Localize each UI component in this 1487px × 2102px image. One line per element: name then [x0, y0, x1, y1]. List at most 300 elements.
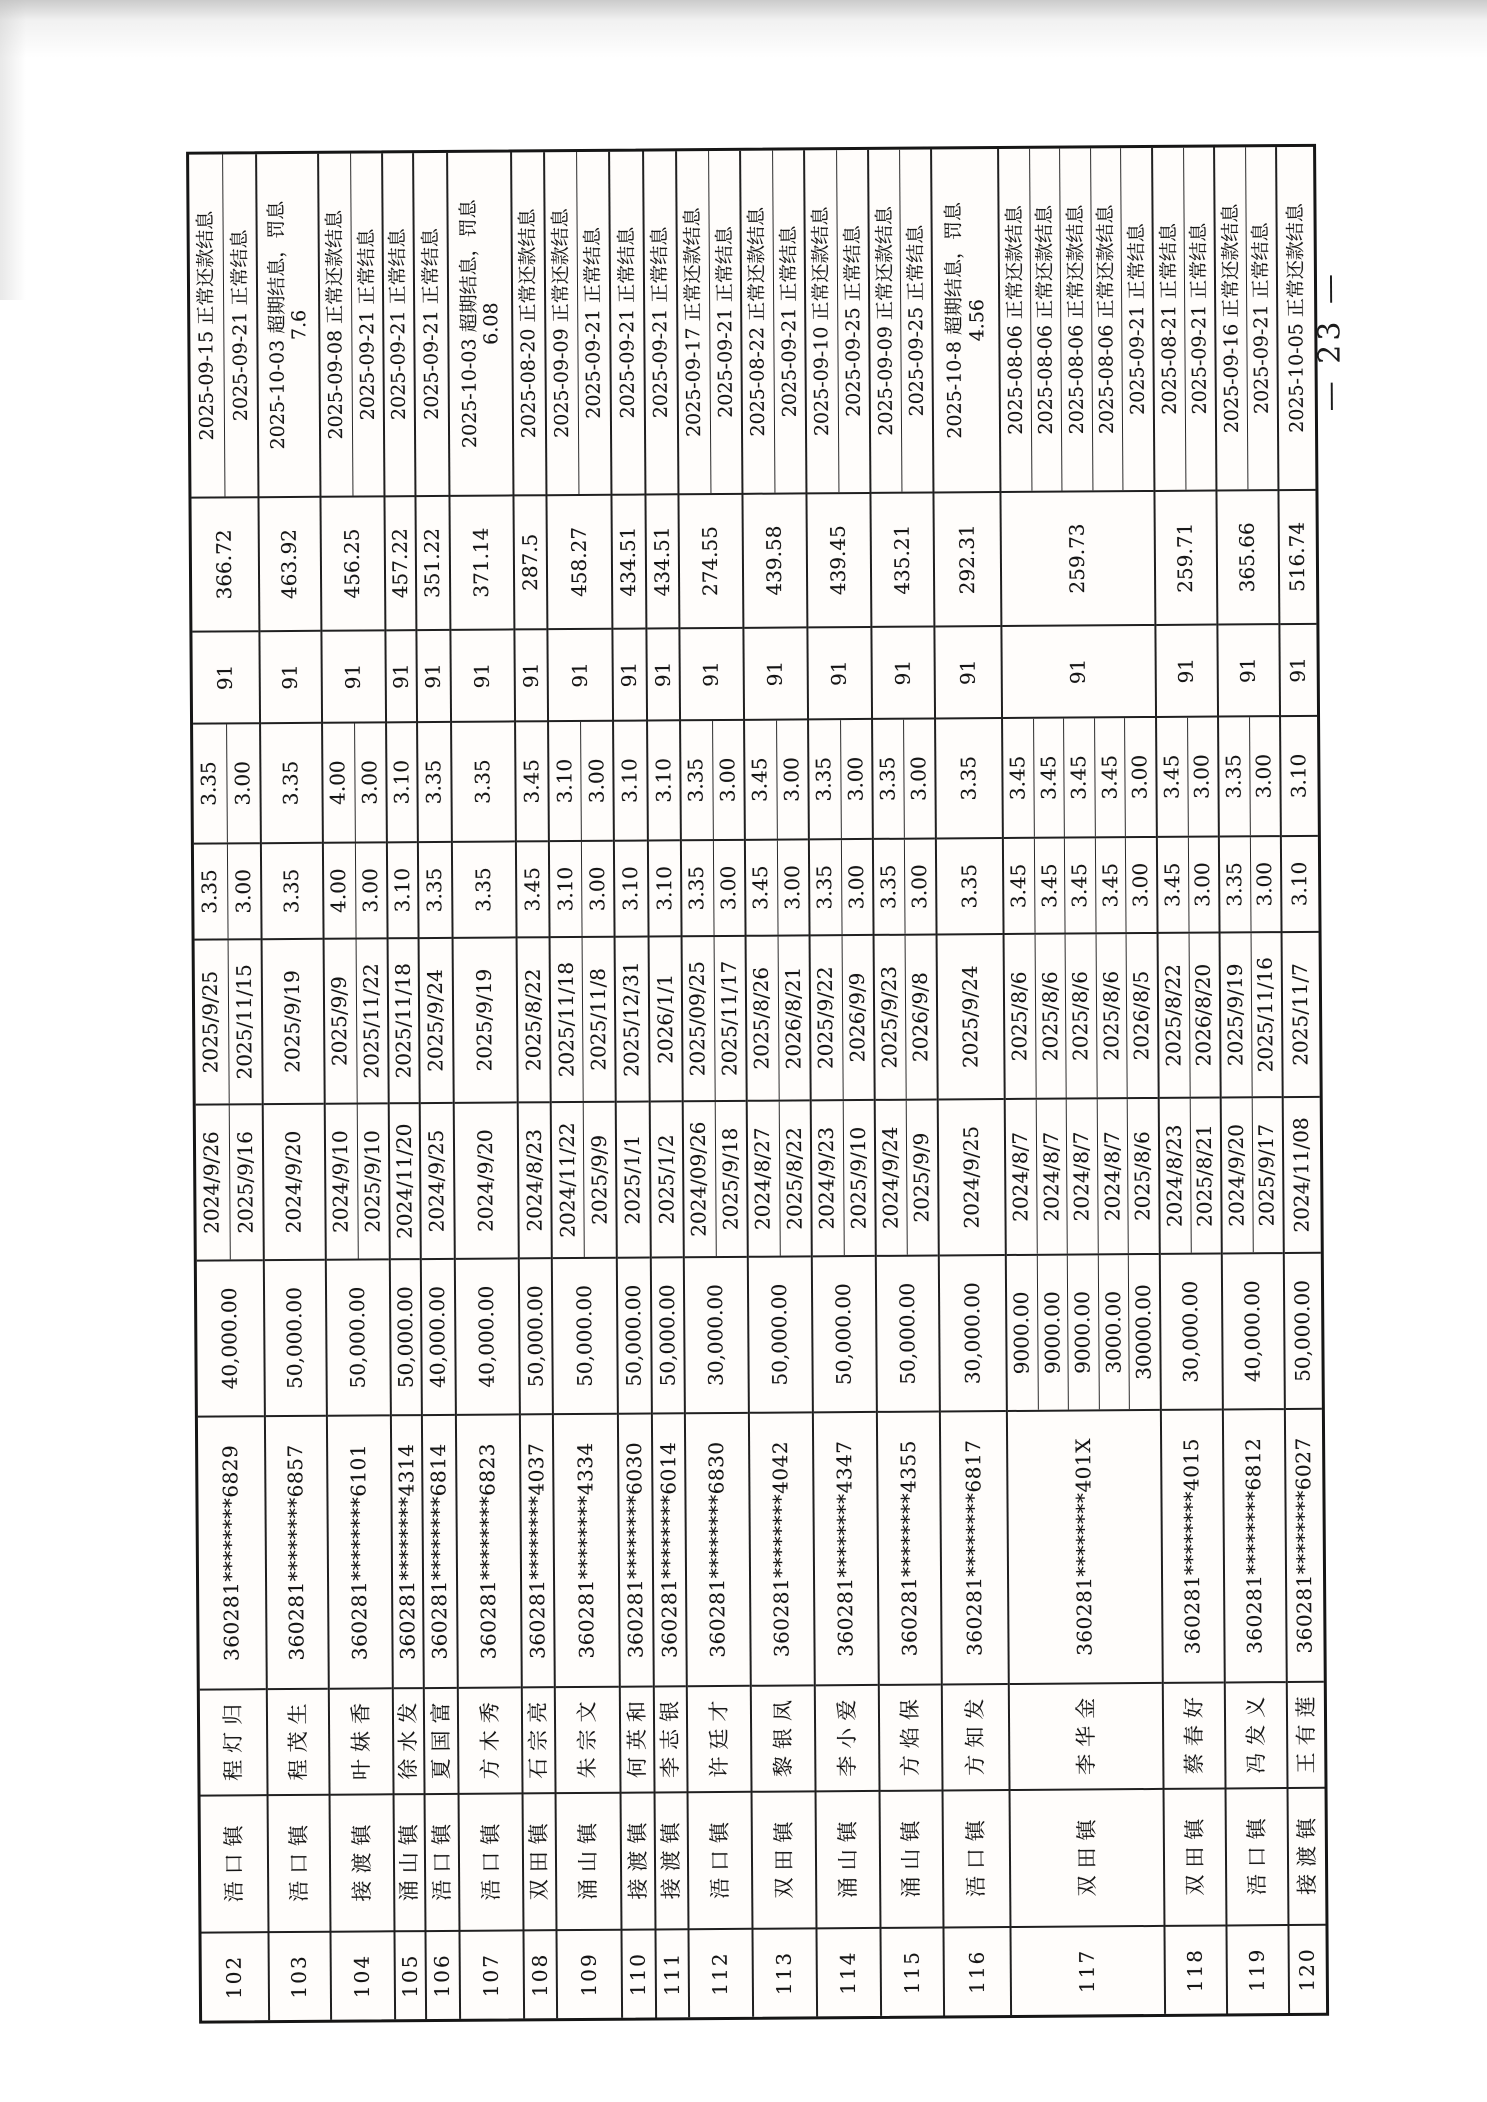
subcell-rate1 [937, 839, 1003, 933]
status-text: 2025-09-21 正常结息 [228, 229, 252, 422]
subcell-amount [1161, 1255, 1222, 1409]
subcell-end [616, 938, 649, 1101]
status-text: 2025-10-03 超期结息，罚息 [265, 200, 289, 450]
cell-serial [524, 1929, 556, 2018]
subcell-status [350, 153, 384, 495]
subcell-interest [1217, 491, 1278, 623]
subcell-days [548, 630, 612, 720]
id-text: 360281********4037 [523, 1442, 550, 1659]
subcell-end [195, 940, 229, 1103]
subcell-town [656, 1793, 688, 1928]
cell-status [644, 151, 677, 493]
cell-days [613, 628, 646, 720]
subcell-name [943, 1685, 1009, 1789]
cell-id [266, 1415, 328, 1688]
cell-days [935, 625, 1001, 717]
cell-serial [1289, 1924, 1326, 2013]
interest-text: 435.21 [889, 524, 914, 595]
subcell-status [999, 149, 1031, 491]
rate1-text: 3.00 [1128, 862, 1153, 908]
cell-town [1011, 1788, 1164, 1926]
rate2-text: 3.35 [875, 756, 900, 802]
amount-text: 30,000.00 [1178, 1280, 1203, 1383]
cell-amount [685, 1256, 748, 1412]
subcell-town [817, 1792, 880, 1927]
status-text: 2025-09-25 正常结息 [841, 225, 865, 417]
rate2-text: 3.35 [421, 759, 446, 805]
rate1-text: 3.45 [748, 865, 773, 911]
cell-serial [1011, 1925, 1164, 2015]
cell-rate2 [809, 718, 872, 838]
name-text: 王有莲 [1293, 1689, 1319, 1774]
cell-start [264, 1103, 325, 1259]
cell-rate2 [681, 719, 744, 839]
cell-start [1160, 1097, 1221, 1253]
subcell-start [939, 1100, 1005, 1254]
subcell-status [257, 154, 319, 496]
cell-amount [877, 1254, 939, 1410]
rate2-text: 3.00 [584, 758, 609, 804]
cell-interest [1217, 489, 1278, 623]
subcell-amount [1285, 1254, 1322, 1408]
cell-id [686, 1412, 750, 1685]
subcell-start [390, 1104, 420, 1258]
rate1-text: 3.00 [231, 868, 256, 914]
cell-rate1 [810, 838, 873, 934]
subcell-id [198, 1417, 266, 1688]
cell-id [1224, 1408, 1286, 1681]
rate2-text: 3.35 [470, 759, 495, 804]
cell-end [551, 936, 615, 1101]
cell-amount [1161, 1253, 1222, 1409]
subcell-interest [1279, 491, 1316, 623]
subcell-status [383, 153, 414, 495]
town-text: 接渡镇 [1294, 1810, 1319, 1896]
subcell-rate1 [226, 844, 260, 938]
subcell-rate2 [936, 719, 1002, 837]
subcell-rate1 [615, 842, 648, 936]
days-text: 91 [616, 661, 642, 688]
town-text: 涌山镇 [835, 1814, 860, 1899]
name-text: 许廷才 [706, 1693, 732, 1778]
subcell-rate2 [809, 720, 840, 838]
cell-status [512, 152, 545, 494]
subcell-name [1288, 1683, 1325, 1787]
subcell-end [227, 940, 262, 1103]
rate2-text: 3.35 [1221, 754, 1246, 799]
start-text: 2024/8/23 [521, 1128, 547, 1232]
status-text: 2025-08-21 正常结息 [1157, 222, 1181, 415]
end-text: 2025/11/7 [1287, 963, 1313, 1066]
cell-days [808, 626, 871, 718]
cell-town [817, 1790, 880, 1927]
cell-name [621, 1685, 654, 1791]
interest-text: 292.31 [954, 524, 979, 595]
subcell-rate2 [580, 722, 613, 840]
rate2-text: 3.00 [357, 760, 382, 805]
rate2-text: 3.35 [196, 761, 222, 806]
status-text: 2025-08-22 正常还款结息 [745, 206, 770, 437]
name-text: 李华金 [1073, 1690, 1099, 1776]
serial-text: 116 [964, 1949, 989, 1994]
subcell-rate1 [874, 840, 905, 934]
subcell-rate2 [745, 721, 776, 839]
table-row-102 [189, 154, 270, 2020]
cell-amount [265, 1259, 326, 1415]
rate2-text: 3.45 [1066, 755, 1091, 800]
cell-name [688, 1685, 751, 1791]
subcell-amount [422, 1260, 455, 1414]
end-text: 2025/11/18 [553, 961, 579, 1078]
amount-text: 9000.00 [1070, 1291, 1095, 1374]
cell-rate1 [615, 840, 648, 936]
subcell-days [260, 632, 321, 722]
subcell-rate1 [840, 840, 872, 934]
subcell-serial [1011, 1927, 1164, 2015]
subcell-interest [1155, 492, 1216, 624]
id-text: 360281********6830 [704, 1441, 730, 1658]
subcell-town [524, 1794, 556, 1929]
name-text: 冯发义 [1243, 1689, 1269, 1774]
cell-days [322, 629, 385, 721]
days-text: 91 [567, 662, 592, 688]
subcell-rate1 [388, 843, 418, 937]
serial-text: 102 [221, 1954, 247, 2000]
serial-text: 117 [1074, 1948, 1100, 1994]
status-text: 2025-09-21 正常结息 [1249, 222, 1273, 415]
subcell-end [875, 936, 906, 1099]
amount-text: 50,000.00 [522, 1285, 548, 1388]
cell-days [386, 629, 416, 721]
status-text: 2025-09-21 正常结息 [713, 226, 737, 418]
subcell-amount [327, 1260, 390, 1414]
cell-name [394, 1687, 424, 1793]
status-text: 2025-09-21 正常结息 [419, 228, 443, 420]
id-text: 360281********4314 [393, 1443, 420, 1660]
cell-id [423, 1414, 457, 1687]
cell-serial [1227, 1924, 1288, 2013]
subcell-rate2 [840, 720, 872, 838]
cell-status [741, 150, 805, 492]
cell-start [552, 1101, 616, 1257]
cell-town [557, 1792, 621, 1929]
town-text: 浯口镇 [429, 1816, 454, 1902]
subcell-rate1 [1095, 838, 1126, 932]
status-text: 2025-09-15 正常还款结息 [194, 210, 219, 441]
start-text: 2025/9/9 [909, 1132, 934, 1223]
subcell-status [805, 150, 838, 492]
cell-interest [679, 493, 742, 627]
end-text: 2025/9/23 [876, 965, 902, 1069]
rate1-text: 3.35 [1222, 862, 1247, 907]
subcell-start [1160, 1099, 1191, 1253]
id-text: 360281********6817 [960, 1439, 987, 1656]
status-text: 2025-09-21 正常结息 [1187, 222, 1211, 415]
serial-text: 119 [1244, 1947, 1270, 1992]
days-text: 91 [698, 661, 724, 687]
end-text: 2025/9/22 [813, 966, 838, 1070]
cell-start [812, 1099, 875, 1255]
end-text: 2025/9/24 [957, 965, 983, 1069]
subcell-rate1 [324, 844, 355, 938]
subcell-amount [749, 1257, 812, 1411]
subcell-serial [332, 1932, 395, 2019]
subcell-id [328, 1416, 392, 1687]
subcell-end [1188, 934, 1220, 1097]
subcell-interest [646, 495, 678, 627]
rate2-text: 3.35 [683, 757, 709, 803]
cell-id [328, 1414, 392, 1687]
cell-end [875, 933, 937, 1098]
subcell-rate1 [1004, 839, 1034, 933]
subcell-status [869, 150, 901, 492]
subcell-name [200, 1690, 267, 1794]
start-text: 2025/1/1 [620, 1134, 645, 1225]
cell-id [457, 1413, 521, 1686]
cell-name [1226, 1681, 1287, 1787]
subcell-interest [259, 498, 320, 630]
rate1-text: 3.00 [844, 864, 869, 910]
cell-name [943, 1683, 1009, 1789]
subcell-amount [265, 1261, 326, 1415]
serial-text: 112 [707, 1951, 733, 1996]
cell-serial [460, 1929, 523, 2018]
cell-end [1005, 932, 1158, 1098]
subcell-rate1 [419, 843, 452, 937]
subcell-town [201, 1796, 268, 1931]
end-text: 2026/8/21 [780, 966, 806, 1070]
subcell-rate2 [1219, 717, 1249, 835]
start-text: 2025/9/18 [717, 1127, 743, 1231]
amount-text: 50,000.00 [831, 1283, 856, 1386]
amount-text: 40,000.00 [474, 1285, 499, 1388]
rate1-text: 3.00 [358, 868, 383, 913]
cell-start [939, 1098, 1005, 1254]
cell-town [524, 1792, 556, 1929]
subcell-rate1 [904, 839, 936, 933]
cell-status [869, 150, 932, 492]
subcell-status [1215, 147, 1247, 489]
subcell-serial [557, 1931, 621, 2018]
start-text: 2025/9/9 [586, 1134, 612, 1225]
cell-start [651, 1100, 683, 1256]
cell-name [752, 1684, 815, 1790]
rate1-text: 3.00 [584, 866, 610, 912]
days-text: 91 [1065, 658, 1091, 685]
cell-days [417, 629, 450, 721]
cell-rate2 [387, 721, 417, 841]
subcell-interest [416, 497, 449, 629]
subcell-name [752, 1686, 815, 1790]
subcell-rate1 [746, 841, 777, 935]
rate2-text: 3.45 [1159, 754, 1184, 800]
subcell-days [386, 631, 416, 721]
end-text: 2025/11/22 [358, 963, 384, 1079]
end-text: 2025/11/16 [1253, 956, 1278, 1073]
rate2-text: 3.00 [1127, 754, 1152, 800]
cell-name [655, 1685, 687, 1791]
serial-text: 106 [429, 1953, 455, 1998]
status-text: 2025-10-05 正常还款结息 [1284, 203, 1308, 433]
cell-rate2 [745, 718, 808, 838]
subcell-days [613, 630, 646, 720]
subcell-days [1156, 626, 1217, 716]
subcell-status [836, 150, 870, 492]
rate2-text: 3.00 [230, 760, 255, 806]
rate2-text: 3.00 [779, 757, 804, 802]
amount-text: 40,000.00 [1240, 1280, 1265, 1383]
subcell-rate2 [873, 720, 904, 838]
rate2-text: 3.45 [1097, 754, 1122, 800]
subcell-rate2 [1249, 717, 1280, 835]
subcell-serial [395, 1932, 425, 2019]
town-text: 浯口镇 [221, 1818, 246, 1903]
subcell-end [650, 937, 682, 1100]
subcell-end [355, 939, 388, 1102]
end-text: 2025/8/22 [1160, 963, 1186, 1067]
end-text: 2025/8/6 [1037, 971, 1063, 1062]
subcell-rate1 [453, 842, 516, 936]
subcell-status [741, 151, 774, 493]
cell-end [811, 934, 874, 1099]
subcell-end [389, 939, 419, 1102]
serial-text: 118 [1182, 1948, 1208, 1993]
amount-text: 50,000.00 [621, 1284, 646, 1387]
subcell-days [1280, 625, 1317, 715]
cell-start [684, 1100, 747, 1256]
cell-amount [456, 1257, 519, 1413]
days-text: 91 [212, 664, 238, 691]
status-text: 2025-09-21 正常结息 [355, 228, 379, 421]
interest-text: 259.71 [1172, 522, 1198, 593]
amount-text: 30000.00 [1131, 1284, 1157, 1380]
end-text: 2025/9/9 [327, 976, 352, 1067]
amount-text: 40,000.00 [217, 1287, 242, 1390]
subcell-days [680, 629, 743, 719]
start-text: 2024/8/7 [1069, 1131, 1094, 1222]
subcell-serial [460, 1931, 523, 2018]
start-text: 2025/9/10 [845, 1126, 871, 1230]
subcell-id [1008, 1411, 1162, 1683]
cell-rate1 [550, 840, 614, 936]
subcell-start [714, 1102, 747, 1256]
name-text: 程茂生 [285, 1696, 311, 1781]
name-text: 何英和 [624, 1694, 650, 1779]
rate1-text: 3.35 [471, 867, 496, 912]
end-text: 2025/9/19 [1222, 963, 1248, 1067]
subcell-name [268, 1690, 329, 1794]
town-text: 接渡镇 [625, 1815, 650, 1900]
end-text: 2025/8/26 [749, 966, 774, 1070]
cell-name [1288, 1681, 1325, 1787]
subcell-amount [652, 1258, 684, 1412]
cell-start [196, 1103, 263, 1259]
cell-town [395, 1793, 425, 1930]
subcell-start [1251, 1098, 1283, 1252]
subcell-end [518, 938, 550, 1101]
town-text: 双田镇 [1074, 1812, 1099, 1897]
cell-days [1218, 623, 1279, 715]
start-text: 2024/8/7 [1007, 1131, 1033, 1222]
cell-serial [753, 1927, 816, 2016]
cell-days [548, 628, 612, 720]
subcell-status [932, 149, 999, 491]
subcell-rate1 [550, 842, 582, 936]
cell-end [1283, 931, 1320, 1096]
cell-interest [321, 495, 384, 629]
subcell-end [1221, 933, 1252, 1096]
cell-status [545, 152, 610, 494]
subcell-name [523, 1688, 555, 1792]
cell-amount [749, 1255, 812, 1411]
subcell-end [747, 937, 779, 1100]
name-text: 石宗亮 [525, 1694, 551, 1779]
interest-text: 516.74 [1284, 521, 1310, 593]
subcell-rate2 [712, 721, 744, 839]
status-text: 7.6 [288, 309, 311, 341]
cell-status [1277, 147, 1315, 489]
interest-text: 434.51 [615, 526, 641, 597]
subcell-end [325, 940, 357, 1103]
subcell-interest [191, 498, 258, 630]
rate1-text: 3.45 [1036, 863, 1061, 909]
cell-rate2 [193, 722, 260, 842]
cell-town [1289, 1787, 1326, 1924]
cell-id [941, 1410, 1008, 1683]
amount-text: 50,000.00 [392, 1286, 418, 1389]
subcell-serial [1165, 1926, 1226, 2013]
status-text: 2025-08-06 正常还款结息 [1033, 204, 1058, 435]
subcell-status [1059, 148, 1092, 490]
subcell-town [269, 1796, 330, 1931]
subcell-status [1153, 148, 1185, 490]
name-text: 李志银 [657, 1693, 683, 1778]
end-text: 2025/11/17 [716, 960, 742, 1077]
rate1-text: 4.00 [326, 868, 351, 914]
cell-town [1227, 1787, 1288, 1924]
interest-text: 463.92 [276, 528, 302, 600]
town-text: 浯口镇 [963, 1813, 989, 1898]
subcell-id [554, 1415, 619, 1686]
rate2-text: 3.00 [1251, 753, 1277, 799]
cell-start [519, 1101, 551, 1257]
cell-id [1162, 1409, 1224, 1682]
cell-amount [553, 1257, 617, 1413]
cell-rate2 [1157, 716, 1218, 836]
status-text: 2025-09-10 正常还款结息 [809, 206, 834, 437]
interest-text: 439.58 [761, 525, 787, 596]
rate1-text: 3.45 [1097, 862, 1123, 908]
subcell-start [1284, 1098, 1321, 1252]
subcell-amount [1128, 1255, 1160, 1409]
rate1-text: 3.45 [519, 866, 545, 912]
start-text: 2024/9/20 [473, 1129, 498, 1233]
subcell-status [189, 154, 224, 496]
cell-rate2 [1281, 715, 1318, 835]
subcell-start [778, 1101, 811, 1255]
subcell-start [1096, 1099, 1128, 1253]
rate2-text: 3.10 [389, 759, 414, 805]
serial-text: 113 [771, 1950, 797, 1996]
cell-amount [327, 1258, 390, 1414]
cell-rate1 [324, 841, 387, 937]
subcell-rate1 [1187, 838, 1218, 932]
subcell-end [454, 938, 517, 1101]
subcell-town [753, 1792, 816, 1927]
end-text: 2026/1/1 [652, 973, 678, 1064]
subcell-rate2 [549, 722, 581, 840]
cell-start [617, 1100, 650, 1256]
